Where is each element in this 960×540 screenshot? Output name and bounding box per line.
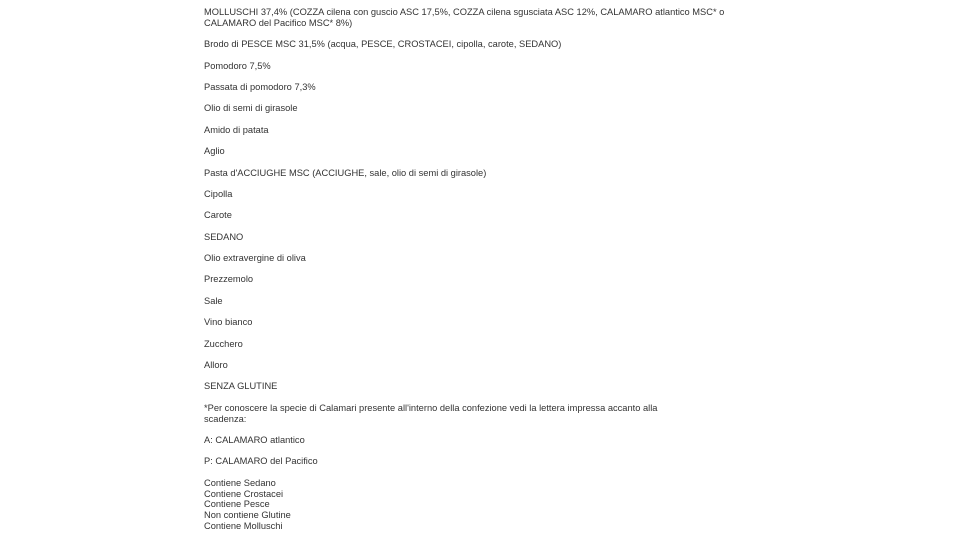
allergen-item: Contiene Pesce (204, 499, 270, 510)
ingredient-aglio: Aglio (204, 146, 225, 157)
allergen-item: Contiene Crostacei (204, 488, 284, 499)
ingredients-panel (204, 7, 764, 532)
allergen-item: Non contiene Glutine (204, 510, 291, 521)
ingredient-cipolla: Cipolla (204, 188, 233, 199)
ingredient-zucchero: Zucchero (204, 338, 243, 349)
ingredient-alloro: Alloro (204, 360, 228, 371)
ingredient-olio-girasole: Olio di semi di girasole (204, 103, 298, 114)
ingredient-sale: Sale (204, 295, 223, 306)
species-footnote: *Per conoscere la specie di Calamari presente all'interno della confezione vedi la lettera impressa accanto alla scadenza: (204, 402, 658, 424)
ingredient-pomodoro: Pomodoro 7,5% (204, 60, 271, 71)
ingredient-prezzemolo: Prezzemolo (204, 274, 254, 285)
ingredient-sedano: SEDANO (204, 231, 244, 242)
ingredient-passata: Passata di pomodoro 7,3% (204, 81, 316, 92)
ingredient-olio-evo: Olio extravergine di oliva (204, 253, 306, 264)
ingredient-amido: Amido di patata (204, 124, 269, 135)
legend-item-pacifico: P: CALAMARO del Pacifico (204, 456, 318, 467)
legend-item-atlantico: A: CALAMARO atlantico (204, 435, 305, 446)
ingredient-carote: Carote (204, 210, 232, 221)
allergen-list (204, 478, 764, 532)
ingredient-vino-bianco: Vino bianco (204, 317, 253, 328)
gluten-free-note: SENZA GLUTINE (204, 381, 278, 392)
ingredient-molluschi: MOLLUSCHI 37,4% (COZZA cilena con guscio ASC 17,5%, COZZA cilena sgusciata ASC 12%, CALAMARO atlantico MSC* o CALAMARO del Pacifico MSC* 8%) (204, 7, 725, 28)
allergen-item: Contiene Sedano (204, 477, 276, 488)
allergen-item: Contiene Molluschi (204, 520, 283, 531)
ingredient-brodo-pesce: Brodo di PESCE MSC 31,5% (acqua, PESCE, CROSTACEI, cipolla, carote, SEDANO) (204, 39, 562, 50)
ingredient-pasta-acciughe: Pasta d'ACCIUGHE MSC (ACCIUGHE, sale, olio di semi di girasole) (204, 167, 487, 178)
